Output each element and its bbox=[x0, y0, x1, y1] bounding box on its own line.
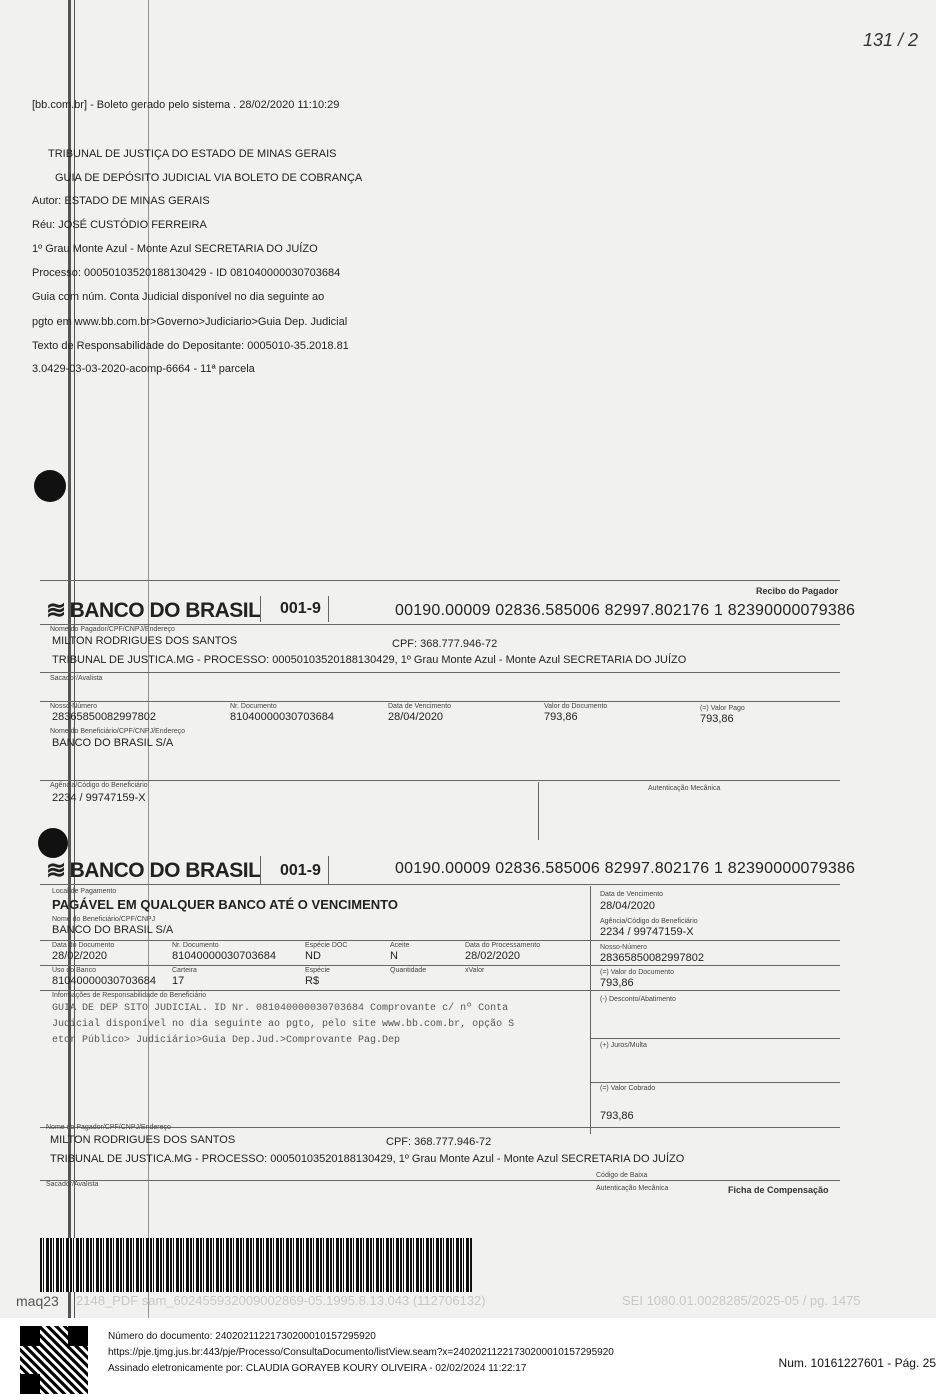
currency-species: R$ bbox=[305, 975, 320, 987]
info-line: GUIA DE DEP SITO JUDICIAL. ID Nr. 081040000030703684 Comprovante c/ nº Conta bbox=[52, 1003, 509, 1014]
barcode bbox=[40, 1238, 472, 1292]
divider bbox=[40, 990, 840, 991]
guide-line: GUIA DE DEPÓSITO JUDICIAL VIA BOLETO DE COBRANÇA bbox=[55, 172, 363, 184]
field-label: Agência/Código do Beneficiário bbox=[50, 782, 148, 789]
field-label: Data do Documento bbox=[52, 942, 115, 949]
field-label: xValor bbox=[465, 967, 485, 974]
guide-line: Processo: 00050103520188130429 - ID 081040000030703684 bbox=[32, 267, 341, 279]
nr-documento: 81040000030703684 bbox=[230, 711, 335, 723]
info-line: etor Público> Judiciário>Guia Dep.Jud.>Comprovante Pag.Dep bbox=[52, 1035, 401, 1046]
due-date: 28/04/2020 bbox=[600, 900, 656, 912]
divider bbox=[40, 780, 840, 781]
document-date: 28/02/2020 bbox=[52, 950, 108, 962]
field-label: (=) Valor Cobrado bbox=[600, 1085, 656, 1092]
payer-cpf: CPF: 368.777.946-72 bbox=[386, 1136, 492, 1148]
document-value: 793,86 bbox=[600, 977, 634, 989]
divider bbox=[40, 624, 840, 625]
agency-code: 2234 / 99747159-X bbox=[52, 792, 146, 804]
paid-value: 793,86 bbox=[700, 713, 734, 725]
field-label: (-) Desconto/Abatimento bbox=[600, 996, 676, 1003]
field-label: Nosso-Número bbox=[50, 703, 98, 710]
field-label: Espécie bbox=[305, 967, 330, 974]
nosso-numero: 28365850082997802 bbox=[52, 711, 157, 723]
field-label: Carteira bbox=[172, 967, 197, 974]
guide-line: TRIBUNAL DE JUSTIÇA DO ESTADO DE MINAS GERAIS bbox=[48, 148, 337, 160]
field-label: Nome do Beneficiário/CPF/CNPJ/Endereço bbox=[50, 728, 186, 735]
divider bbox=[260, 596, 261, 622]
guide-line: Guia com núm. Conta Judicial disponível no dia seguinte ao bbox=[32, 291, 325, 303]
field-label: Aceite bbox=[390, 942, 410, 949]
guide-line: pgto em www.bb.com.br>Governo>Judiciario>Guia Dep. Judicial bbox=[32, 316, 348, 328]
guide-line: Autor: ESTADO DE MINAS GERAIS bbox=[32, 195, 210, 207]
payer-cpf: CPF: 368.777.946-72 bbox=[392, 638, 498, 650]
divider bbox=[260, 856, 261, 884]
punch-hole bbox=[38, 828, 68, 858]
agency-code: 2234 / 99747159-X bbox=[600, 926, 694, 938]
auth-label: Autenticação Mecânica bbox=[648, 785, 721, 792]
field-label: Uso do Banco bbox=[52, 967, 96, 974]
divider bbox=[590, 886, 591, 1134]
divider bbox=[40, 940, 840, 941]
payment-place: PAGÁVEL EM QUALQUER BANCO ATÉ O VENCIMENTO bbox=[52, 897, 398, 912]
field-label: Nosso-Número bbox=[600, 944, 648, 951]
divider bbox=[40, 580, 840, 581]
field-label: Nome do Pagador/CPF/CNPJ/Endereço bbox=[46, 1124, 171, 1131]
guide-line: 1º Grau Monte Azul - Monte Azul SECRETARIA DO JUÍZO bbox=[32, 243, 318, 255]
field-label: Data do Processamento bbox=[465, 942, 541, 949]
bank-symbol-icon: ≋ bbox=[46, 857, 66, 884]
document-value: 793,86 bbox=[544, 711, 578, 723]
divider bbox=[40, 1180, 840, 1181]
watermark: SEI 1080.01.0028285/2025-05 / pg. 1475 bbox=[622, 1293, 861, 1308]
info-line: Judicial disponível no dia seguinte ao pgto, pelo site www.bb.com.br, opção S bbox=[52, 1019, 515, 1030]
digitable-line: 00190.00009 02836.585006 82997.802176 1 82390000079386 bbox=[395, 860, 856, 877]
field-label: (=) Valor do Documento bbox=[600, 969, 674, 976]
processing-date: 28/02/2020 bbox=[465, 950, 521, 962]
divider bbox=[40, 965, 840, 966]
boleto-header: [bb.com.br] - Boleto gerado pelo sistema . 28/02/2020 11:10:29 bbox=[32, 99, 340, 111]
field-label: (+) Juros/Multa bbox=[600, 1042, 647, 1049]
ficha-label: Ficha de Compensação bbox=[728, 1185, 829, 1195]
bank-logo: ≋ BANCO DO BRASIL bbox=[46, 857, 261, 884]
footer-signed: Assinado eletronicamente por: CLAUDIA GORAYEB KOURY OLIVEIRA - 02/02/2024 11:22:17 bbox=[108, 1363, 527, 1374]
handwritten-note: 131 / 2 bbox=[862, 30, 918, 50]
field-label: Nr. Documento bbox=[172, 942, 219, 949]
receipt-title: Recibo do Pagador bbox=[755, 586, 838, 596]
field-label: Local de Pagamento bbox=[52, 888, 117, 895]
payer-name: MILTON RODRIGUES DOS SANTOS bbox=[52, 635, 238, 647]
divider bbox=[40, 701, 840, 702]
field-label: Código de Baixa bbox=[596, 1172, 648, 1179]
beneficiary: BANCO DO BRASIL S/A bbox=[52, 924, 174, 936]
footer-doc-number: Número do documento: 24020211221730200010157295920 bbox=[108, 1331, 376, 1342]
field-label: Agência/Código do Beneficiário bbox=[600, 918, 698, 925]
field-label: Nr. Documento bbox=[230, 703, 277, 710]
guide-line: Texto de Responsabilidade do Depositante: 0005010-35.2018.81 bbox=[32, 340, 349, 352]
field-label: Informações de Responsabilidade do Beneficiário bbox=[52, 992, 207, 999]
acceptance: N bbox=[390, 950, 398, 962]
divider bbox=[590, 1082, 840, 1083]
divider bbox=[590, 1038, 840, 1039]
bank-code: 001-9 bbox=[280, 862, 321, 879]
watermark: 2148_PDF sam_602455932009002869-05.1995.8.13.043 (112706132) bbox=[76, 1293, 486, 1308]
divider bbox=[40, 884, 840, 885]
field-label: Espécie DOC bbox=[305, 942, 348, 949]
punch-hole bbox=[34, 470, 66, 502]
bank-logo: ≋ BANCO DO BRASIL bbox=[46, 597, 261, 624]
footer-url[interactable]: https://pje.tjmg.jus.br:443/pje/Processo/ConsultaDocumento/listView.seam?x=24020211221730200010157295920 bbox=[108, 1347, 614, 1358]
doc-species: ND bbox=[305, 950, 321, 962]
field-label: Quantidade bbox=[390, 967, 427, 974]
nr-documento: 81040000030703684 bbox=[172, 950, 277, 962]
field-label: Sacador/Avalista bbox=[46, 1181, 99, 1188]
qr-code bbox=[20, 1326, 88, 1394]
field-label: Data de Vencimento bbox=[388, 703, 452, 710]
field-label: Nome do Beneficiário/CPF/CNPJ bbox=[52, 916, 156, 923]
field-label: Autenticação Mecânica bbox=[596, 1185, 669, 1192]
field-label: Data de Vencimento bbox=[600, 891, 664, 898]
divider bbox=[40, 672, 840, 673]
digitable-line: 00190.00009 02836.585006 82997.802176 1 82390000079386 bbox=[395, 602, 856, 619]
field-label: (=) Valor Pago bbox=[700, 705, 745, 712]
beneficiary: BANCO DO BRASIL S/A bbox=[52, 737, 174, 749]
footer-page: Num. 10161227601 - Pág. 25 bbox=[778, 1356, 936, 1370]
field-label: Valor do Documento bbox=[544, 703, 608, 710]
wallet: 17 bbox=[172, 975, 185, 987]
watermark: maq23 bbox=[16, 1293, 59, 1309]
divider bbox=[328, 596, 329, 622]
bank-symbol-icon: ≋ bbox=[46, 597, 66, 624]
payer-name: MILTON RODRIGUES DOS SANTOS bbox=[50, 1134, 236, 1146]
guide-line: 3.0429-03-03-2020-acomp-6664 - 11ª parcela bbox=[32, 363, 255, 375]
field-label: Nome do Pagador/CPF/CNPJ/Endereço bbox=[50, 626, 175, 633]
divider bbox=[538, 782, 539, 840]
due-date: 28/04/2020 bbox=[388, 711, 444, 723]
divider bbox=[328, 856, 329, 884]
bank-use: 81040000030703684 bbox=[52, 975, 157, 987]
bank-code: 001-9 bbox=[280, 600, 321, 617]
charged-value: 793,86 bbox=[600, 1110, 634, 1122]
payer-address: TRIBUNAL DE JUSTICA.MG - PROCESSO: 00050103520188130429, 1º Grau Monte Azul - Monte Azul SECRETARIA DO JUÍZO bbox=[50, 1153, 685, 1165]
nosso-numero: 28365850082997802 bbox=[600, 952, 705, 964]
payer-address: TRIBUNAL DE JUSTICA.MG - PROCESSO: 00050103520188130429, 1º Grau Monte Azul - Monte Azul SECRETARIA DO JUÍZO bbox=[52, 654, 687, 666]
field-label: Sacador/Avalista bbox=[50, 675, 103, 682]
guide-line: Réu: JOSÉ CUSTÓDIO FERREIRA bbox=[32, 219, 207, 231]
